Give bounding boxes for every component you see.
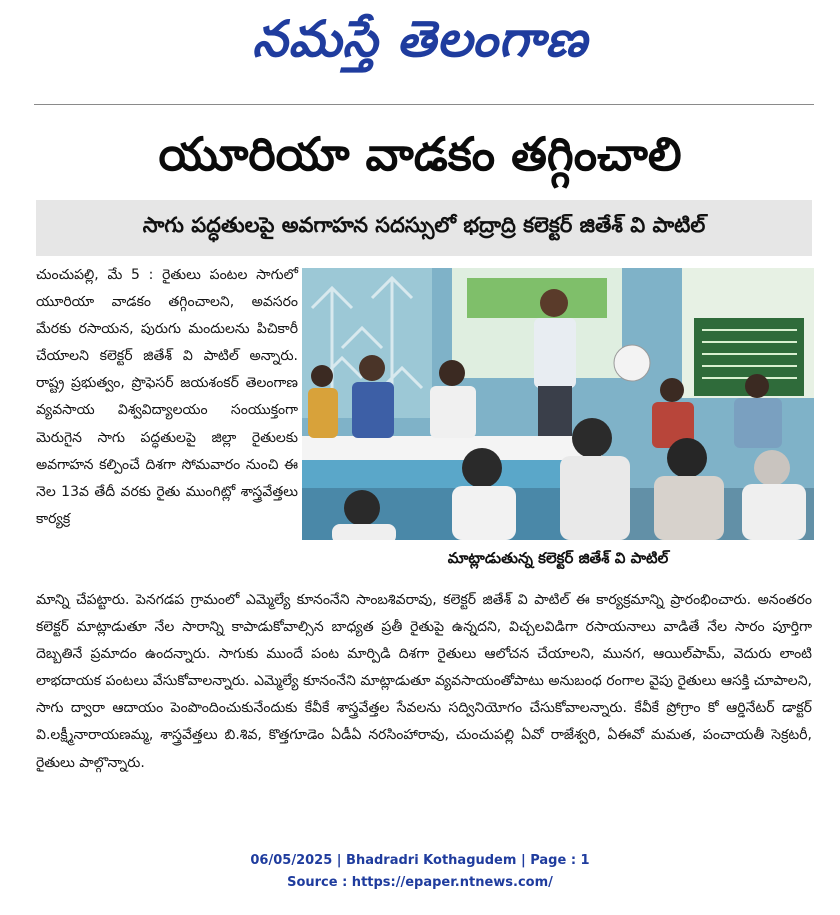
article-body-column <box>36 262 298 533</box>
masthead <box>0 0 840 90</box>
article-body-lead: చుంచుపల్లి, మే 5 : రైతులు పంటల సాగులో యూరియా వాడకం తగ్గించాలని, అవసరం మేరకు రసాయన, పురుగు మందులను పిచికారీ చేయాలని కలెక్టర్ జితేశ్ వి పాటిల్ అన్నారు. రాష్ట్ర ప్రభుత్వం, ప్రొఫెసర్ జయశంకర్ తెలంగాణ వ్యవసాయ విశ్వవిద్యాలయం సంయుక్తంగా మెరుగైన సాగు పద్ధతులపై జిల్లా రైతులకు అవగాహన కల్పించే దిశగా సోమవారం నుంచి ఈ నెల 13వ తేదీ వరకు రైతు ముంగిట్లో శాస్త్రవేత్తలు కార్యక్ర <box>36 267 298 527</box>
photo-caption: మాట్లాడుతున్న కలెక్టర్ జితేశ్ వి పాటిల్ <box>447 549 669 567</box>
page-footer <box>0 850 840 894</box>
newspaper-logo: నమస్తే తెలంగాణ <box>252 9 588 68</box>
event-photo-illustration <box>302 268 814 540</box>
article-subhead-band <box>36 200 812 256</box>
article-photo <box>302 268 814 540</box>
article-subhead: సాగు పద్ధతులపై అవగాహన సదస్సులో భద్రాద్రి కలెక్టర్ జితేశ్ వి పాటిల్ <box>142 213 706 237</box>
footer-date-edition: 06/05/2025 | Bhadradri Kothagudem | Page : 1 <box>250 853 590 868</box>
footer-source: Source : https://epaper.ntnews.com/ <box>287 875 553 890</box>
masthead-divider <box>34 104 814 105</box>
article-headline: యూరియా వాడకం తగ్గించాలి <box>158 127 682 181</box>
article-body-full-width <box>36 587 812 777</box>
article-body-continuation: మాన్ని చేపట్టారు. పెనగడప గ్రామంలో ఎమ్మెల్యే కూనంనేని సాంబశివరావు, కలెక్టర్ జితేశ్ వి పాటిల్ ఈ కార్యక్రమాన్ని ప్రారంభించారు. అనంతరం కలెక్టర్ మాట్లాడుతూ నేల సారాన్ని కాపాడుకోవాల్సిన బాధ్యత ప్రతీ రైతుపై ఉన్నదని, విచ్చలవిడిగా రసాయనాలు వాడితే నేల సారం పూర్తిగా దెబ్బతినే ప్రమాదం ఉందన్నారు. సాగుకు ముందే పంట మార్పిడి దిశగా రైతులు ఆలోచన చేయాలని, మునగ, ఆయిల్‌పామ్, వెదురు లాంటి లాభదాయక పంటలు వేసుకోవాలన్నారు. ఎమ్మెల్యే కూనంనేని మాట్లాడుతూ వ్యవసాయంతోపాటు అనుబంధ రంగాల వైపు రైతులు ఆసక్తి చూపాలని, సాగు ద్వారా ఆదాయం పెంపొందించుకునేందుకు కేవీకే శాస్త్రవేత్తల సేవలను సద్వినియోగం చేసుకోవాలన్నారు. కేవీకే ప్రోగ్రాం కో ఆర్డినేటర్ డాక్టర్ వి.లక్ష్మీనారాయణమ్మ, శాస్త్రవేత్తలు బి.శివ, కొత్తగూడెం ఏడీఏ నరసింహారావు, చుంచుపల్లి ఏవో రాజేశ్వరి, ఏఈవో మమత, పంచాయతీ సెక్రటరీ, రైతులు పాల్గొన్నారు. <box>36 592 812 771</box>
